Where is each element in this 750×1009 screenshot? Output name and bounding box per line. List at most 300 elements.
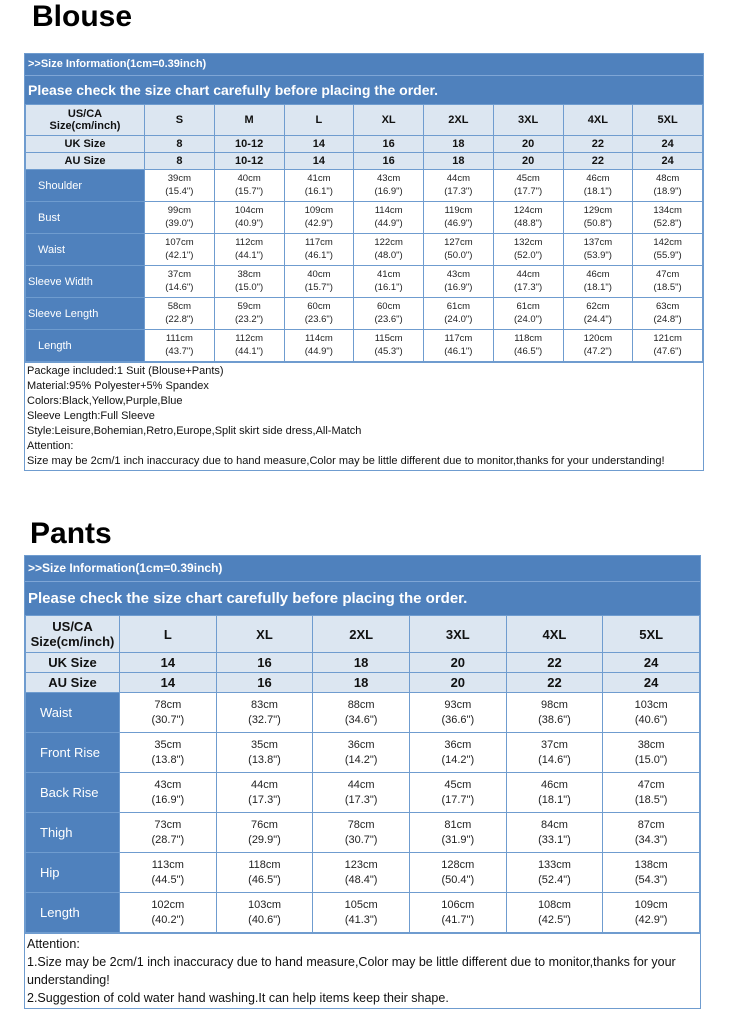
blouse-measure-inch: (18.5") [653, 281, 682, 293]
blouse-measure-inch: (17.3") [444, 185, 473, 197]
pants-measure-cm: 73cm [154, 818, 182, 831]
pants-measure-inch: (28.7") [151, 833, 185, 846]
pants-measure-label: Back Rise [26, 773, 120, 813]
blouse-measure-cm: 124cm [513, 204, 543, 216]
blouse-measure-cm: 117cm [444, 332, 473, 344]
blouse-measure-cell [354, 298, 424, 330]
pants-measure-cell [216, 773, 313, 813]
blouse-measure-cm: 46cm [586, 268, 610, 280]
blouse-measure-inch: (15.0") [235, 281, 264, 293]
pants-measure-inch: (40.6") [248, 913, 281, 926]
blouse-size-header: 2XL [424, 105, 494, 136]
blouse-measure-cell [424, 170, 494, 202]
pants-measure-cm: 35cm [251, 738, 278, 751]
pants-measure-cm: 138cm [634, 858, 668, 871]
pants-measure-inch: (34.6") [344, 713, 378, 726]
blouse-measure-cm: 120cm [583, 332, 613, 344]
blouse-measure-cell [214, 266, 284, 298]
pants-measure-inch: (14.6") [538, 753, 571, 766]
pants-measure-cell [409, 813, 506, 853]
pants-measure-inch: (31.9") [441, 833, 475, 846]
blouse-measure-cell [354, 266, 424, 298]
pants-measure-cm: 44cm [347, 778, 375, 791]
blouse-measure-cell [633, 330, 703, 362]
pants-measure-cell [409, 893, 506, 933]
blouse-measure-row [26, 266, 703, 298]
blouse-measure-cell [214, 170, 284, 202]
blouse-size-header: 5XL [633, 105, 703, 136]
pants-measure-cell [603, 853, 700, 893]
blouse-measure-inch: (45.3") [374, 345, 403, 357]
blouse-measure-cell [424, 266, 494, 298]
blouse-measure-cell [493, 170, 563, 202]
pants-measure-inch: (30.7") [151, 713, 185, 726]
blouse-measure-cm: 46cm [586, 172, 610, 184]
blouse-measure-inch: (42.9") [304, 217, 333, 229]
pants-measure-label: Thigh [26, 813, 120, 853]
pants-au-label: AU Size [26, 673, 120, 693]
pants-measure-cell [120, 853, 217, 893]
pants-au-size: 22 [506, 673, 603, 693]
pants-title: Pants [30, 517, 112, 550]
pants-measure-cell [409, 773, 506, 813]
pants-measure-inch: (54.3") [634, 873, 668, 886]
blouse-measure-cm: 112cm [235, 236, 264, 248]
blouse-measure-inch: (50.8") [583, 217, 612, 229]
pants-measure-cell [216, 853, 313, 893]
pants-measure-inch: (17.3") [248, 793, 281, 806]
pants-measure-row [26, 773, 700, 813]
blouse-measure-cell [145, 330, 215, 362]
blouse-measure-cm: 40cm [237, 172, 261, 184]
blouse-size-chart [24, 53, 704, 471]
pants-uk-label: UK Size [26, 653, 120, 673]
pants-measure-cm: 103cm [634, 698, 668, 711]
blouse-measure-label: Sleeve Length [26, 298, 145, 330]
blouse-measure-inch: (48.8") [514, 217, 543, 229]
blouse-measure-cell [284, 234, 354, 266]
blouse-measure-cell [284, 330, 354, 362]
blouse-size-header: 3XL [493, 105, 563, 136]
blouse-measure-cell [424, 234, 494, 266]
pants-measure-cm: 36cm [347, 738, 375, 751]
pants-measure-cm: 37cm [541, 738, 568, 751]
blouse-measure-cell [633, 234, 703, 266]
pants-measure-inch: (44.5") [151, 873, 185, 886]
blouse-title: Blouse [32, 0, 133, 33]
pants-measure-row [26, 893, 700, 933]
pants-measure-cm: 83cm [251, 698, 278, 711]
pants-au-size: 14 [120, 673, 217, 693]
pants-measure-cell [603, 893, 700, 933]
pants-uk-size: 22 [506, 653, 603, 673]
blouse-uk-size: 8 [145, 136, 215, 153]
blouse-measure-inch: (24.0") [444, 313, 473, 325]
pants-measure-cm: 118cm [248, 858, 281, 871]
blouse-au-size: 16 [354, 153, 424, 170]
pants-measure-cm: 36cm [444, 738, 472, 751]
blouse-au-size: 22 [563, 153, 633, 170]
blouse-measure-cell [493, 234, 563, 266]
blouse-measure-cm: 132cm [513, 236, 543, 248]
pants-measure-cell [120, 893, 217, 933]
blouse-measure-cm: 60cm [377, 300, 401, 312]
blouse-size-header: M [214, 105, 284, 136]
pants-measure-cell [603, 773, 700, 813]
pants-uk-size: 24 [603, 653, 700, 673]
blouse-measure-cell [214, 330, 284, 362]
blouse-measure-cm: 39cm [167, 172, 191, 184]
pants-measure-inch: (52.4") [538, 873, 571, 886]
blouse-measure-inch: (44.1") [235, 345, 264, 357]
blouse-measure-row [26, 298, 703, 330]
pants-measure-cell [506, 693, 603, 733]
blouse-measure-cm: 40cm [307, 268, 331, 280]
blouse-uk-size: 20 [493, 136, 563, 153]
blouse-measure-inch: (46.1") [304, 249, 333, 261]
blouse-note-line: Style:Leisure,Bohemian,Retro,Europe,Split skirt side dress,All-Match [27, 425, 362, 437]
blouse-banner [25, 54, 703, 104]
pants-measure-inch: (13.8") [248, 753, 281, 766]
blouse-measure-cell [493, 266, 563, 298]
blouse-note-line: Sleeve Length:Full Sleeve [27, 410, 155, 422]
pants-measure-cell [216, 733, 313, 773]
pants-measure-inch: (18.5") [634, 793, 668, 806]
blouse-measure-cm: 59cm [237, 300, 261, 312]
blouse-measure-row [26, 234, 703, 266]
blouse-measure-cm: 134cm [653, 204, 682, 216]
blouse-measure-inch: (44.9") [304, 345, 333, 357]
pants-measure-cm: 43cm [154, 778, 182, 791]
pants-measure-cell [603, 813, 700, 853]
blouse-measure-cell [284, 170, 354, 202]
pants-uk-size: 20 [409, 653, 506, 673]
blouse-measure-cell [354, 202, 424, 234]
pants-measure-inch: (33.1") [538, 833, 571, 846]
pants-measure-inch: (17.7") [441, 793, 475, 806]
pants-measure-cell [313, 693, 410, 733]
blouse-au-size: 24 [633, 153, 703, 170]
blouse-au-size: 14 [284, 153, 354, 170]
pants-notice: Please check the size chart carefully before placing the order. [28, 590, 468, 607]
pants-measure-cm: 76cm [251, 818, 278, 831]
blouse-uk-size: 10-12 [214, 136, 284, 153]
pants-measure-cm: 78cm [154, 698, 182, 711]
pants-measure-inch: (14.2") [344, 753, 378, 766]
pants-measure-cm: 87cm [637, 818, 665, 831]
pants-size-header: 4XL [506, 616, 603, 653]
blouse-measure-cm: 43cm [377, 172, 401, 184]
blouse-measure-cell [563, 202, 633, 234]
blouse-measure-cm: 62cm [586, 300, 610, 312]
blouse-measure-row [26, 170, 703, 202]
blouse-size-label-cell [26, 105, 145, 136]
blouse-measure-cm: 107cm [165, 236, 194, 248]
blouse-measure-cell [214, 202, 284, 234]
pants-size-label-line2: Size(cm/inch) [30, 634, 115, 649]
blouse-measure-cell [214, 234, 284, 266]
blouse-note-line: Package included:1 Suit (Blouse+Pants) [27, 365, 224, 377]
blouse-size-table [25, 104, 703, 362]
blouse-measure-inch: (23.6") [304, 313, 333, 325]
pants-measure-cm: 98cm [541, 698, 568, 711]
pants-measure-cm: 84cm [541, 818, 568, 831]
pants-uk-size: 18 [313, 653, 410, 673]
pants-measure-cm: 103cm [247, 898, 281, 911]
pants-measure-cm: 113cm [151, 858, 184, 871]
blouse-measure-inch: (50.0") [444, 249, 473, 261]
blouse-measure-cell [145, 234, 215, 266]
blouse-measure-cell [633, 170, 703, 202]
blouse-measure-cell [284, 202, 354, 234]
blouse-measure-cell [563, 298, 633, 330]
pants-note-line: Attention: [27, 937, 80, 951]
blouse-measure-cm: 111cm [165, 332, 193, 344]
blouse-measure-cm: 44cm [446, 172, 470, 184]
blouse-au-size: 18 [424, 153, 494, 170]
pants-measure-cell [313, 853, 410, 893]
pants-measure-inch: (50.4") [441, 873, 475, 886]
blouse-measure-cm: 137cm [583, 236, 613, 248]
blouse-measure-cell [424, 298, 494, 330]
pants-measure-row [26, 813, 700, 853]
blouse-measure-inch: (44.9") [374, 217, 403, 229]
blouse-uk-size: 18 [424, 136, 494, 153]
blouse-size-label-line2: Size(cm/inch) [49, 120, 121, 132]
pants-measure-inch: (14.2") [441, 753, 475, 766]
pants-measure-row [26, 733, 700, 773]
pants-measure-cell [506, 853, 603, 893]
pants-measure-cm: 46cm [541, 778, 568, 791]
pants-measure-cm: 38cm [637, 738, 665, 751]
blouse-measure-cm: 38cm [237, 268, 261, 280]
blouse-note-line: Attention: [27, 440, 74, 452]
pants-measure-cell [120, 773, 217, 813]
blouse-measure-cell [424, 330, 494, 362]
blouse-measure-inch: (52.0") [514, 249, 543, 261]
pants-au-size: 24 [603, 673, 700, 693]
pants-size-chart [24, 555, 701, 1009]
pants-measure-label: Hip [26, 853, 120, 893]
blouse-measure-cell [563, 330, 633, 362]
pants-measure-inch: (15.0") [634, 753, 668, 766]
blouse-measure-cell [424, 202, 494, 234]
pants-measure-inch: (38.6") [538, 713, 571, 726]
pants-measure-inch: (40.6") [634, 713, 668, 726]
pants-size-header: 2XL [313, 616, 410, 653]
blouse-note-line: Material:95% Polyester+5% Spandex [27, 380, 209, 392]
blouse-measure-inch: (17.3") [514, 281, 543, 293]
pants-measure-cm: 108cm [537, 898, 571, 911]
pants-measure-inch: (17.3") [344, 793, 378, 806]
blouse-au-size: 10-12 [214, 153, 284, 170]
pants-size-header: XL [216, 616, 313, 653]
blouse-measure-inch: (16.9") [444, 281, 473, 293]
blouse-measure-inch: (15.7") [304, 281, 333, 293]
blouse-measure-cell [633, 202, 703, 234]
blouse-measure-inch: (46.5") [514, 345, 543, 357]
blouse-measure-cm: 117cm [304, 236, 333, 248]
blouse-measure-inch: (16.9") [374, 185, 403, 197]
pants-measure-row [26, 853, 700, 893]
pants-measure-cm: 123cm [344, 858, 378, 871]
blouse-measure-cm: 142cm [653, 236, 682, 248]
blouse-measure-inch: (16.1") [374, 281, 403, 293]
blouse-measure-inch: (23.2") [235, 313, 264, 325]
blouse-measure-cm: 48cm [656, 172, 680, 184]
pants-au-size: 16 [216, 673, 313, 693]
blouse-size-header: 4XL [563, 105, 633, 136]
pants-measure-cell [603, 733, 700, 773]
blouse-measure-inch: (15.7") [235, 185, 264, 197]
blouse-size-label-line1: US/CA [67, 108, 103, 120]
pants-measure-inch: (30.7") [344, 833, 378, 846]
blouse-measure-cm: 119cm [444, 204, 473, 216]
pants-measure-cell [409, 693, 506, 733]
pants-measure-inch: (34.3") [634, 833, 668, 846]
pants-measure-cell [216, 813, 313, 853]
blouse-measure-inch: (42.1") [165, 249, 194, 261]
blouse-measure-cm: 47cm [656, 268, 680, 280]
blouse-measure-inch: (16.1") [304, 185, 333, 197]
blouse-measure-cell [214, 298, 284, 330]
pants-measure-cell [216, 693, 313, 733]
pants-header-row [26, 616, 700, 653]
blouse-measure-cm: 129cm [583, 204, 613, 216]
pants-measure-cm: 105cm [344, 898, 378, 911]
blouse-measure-cm: 109cm [304, 204, 334, 216]
pants-measure-cell [120, 813, 217, 853]
blouse-measure-inch: (44.1") [235, 249, 264, 261]
pants-size-header: L [120, 616, 217, 653]
pants-measure-cm: 93cm [444, 698, 472, 711]
blouse-uk-size: 24 [633, 136, 703, 153]
pants-measure-inch: (16.9") [151, 793, 185, 806]
blouse-measure-cell [354, 170, 424, 202]
pants-measure-row [26, 693, 700, 733]
blouse-measure-cm: 118cm [514, 332, 543, 344]
blouse-measure-inch: (24.4") [583, 313, 612, 325]
pants-measure-label: Front Rise [26, 733, 120, 773]
blouse-size-header: XL [354, 105, 424, 136]
blouse-measure-cell [493, 330, 563, 362]
blouse-measure-cm: 41cm [377, 268, 401, 280]
blouse-measure-cell [563, 234, 633, 266]
pants-measure-cell [506, 733, 603, 773]
blouse-measure-cm: 43cm [446, 268, 470, 280]
pants-measure-cell [506, 893, 603, 933]
blouse-measure-cm: 63cm [656, 300, 680, 312]
blouse-size-header: S [145, 105, 215, 136]
blouse-measure-cm: 104cm [234, 204, 264, 216]
blouse-measure-inch: (53.9") [583, 249, 612, 261]
blouse-measure-cm: 44cm [516, 268, 540, 280]
pants-measure-cm: 109cm [634, 898, 668, 911]
pants-measure-cm: 128cm [441, 858, 475, 871]
pants-uk-size: 14 [120, 653, 217, 673]
blouse-measure-inch: (18.1") [583, 185, 612, 197]
blouse-measure-cm: 41cm [307, 172, 331, 184]
blouse-measure-inch: (15.4") [165, 185, 194, 197]
pants-uk-size: 16 [216, 653, 313, 673]
pants-measure-inch: (42.9") [634, 913, 668, 926]
pants-measure-inch: (32.7") [248, 713, 281, 726]
blouse-measure-cm: 121cm [653, 332, 682, 344]
blouse-measure-inch: (46.1") [444, 345, 473, 357]
pants-measure-cm: 133cm [537, 858, 571, 871]
blouse-note-line: Colors:Black,Yellow,Purple,Blue [27, 395, 183, 407]
pants-banner [25, 556, 700, 615]
blouse-measure-cell [354, 330, 424, 362]
pants-measure-inch: (18.1") [538, 793, 571, 806]
blouse-uk-label: UK Size [26, 136, 145, 153]
blouse-measure-cell [284, 266, 354, 298]
blouse-measure-row [26, 202, 703, 234]
blouse-measure-cell [284, 298, 354, 330]
blouse-measure-cell [563, 170, 633, 202]
pants-measure-cell [313, 733, 410, 773]
pants-measure-inch: (48.4") [344, 873, 378, 886]
pants-measure-inch: (42.5") [538, 913, 571, 926]
pants-measure-cm: 44cm [251, 778, 278, 791]
blouse-au-size: 20 [493, 153, 563, 170]
blouse-uk-size: 14 [284, 136, 354, 153]
blouse-measure-cm: 45cm [516, 172, 540, 184]
blouse-measure-inch: (55.9") [653, 249, 682, 261]
blouse-header-row [26, 105, 703, 136]
pants-au-size: 18 [313, 673, 410, 693]
blouse-uk-size: 22 [563, 136, 633, 153]
blouse-au-row [26, 153, 703, 170]
blouse-measure-inch: (24.0") [514, 313, 543, 325]
pants-measure-cell [603, 693, 700, 733]
blouse-measure-cell [633, 298, 703, 330]
blouse-notice: Please check the size chart carefully before placing the order. [28, 82, 439, 98]
pants-measure-cell [506, 773, 603, 813]
pants-measure-cm: 78cm [347, 818, 375, 831]
pants-measure-cell [120, 693, 217, 733]
blouse-size-header: L [284, 105, 354, 136]
blouse-measure-cell [145, 202, 215, 234]
pants-measure-inch: (41.7") [441, 913, 475, 926]
blouse-note-line: Size may be 2cm/1 inch inaccuracy due to hand measure,Color may be little different due to monitor,thanks for your understanding! [27, 455, 665, 467]
pants-measure-cm: 35cm [154, 738, 182, 751]
pants-measure-cell [120, 733, 217, 773]
pants-measure-cell [313, 773, 410, 813]
pants-measure-inch: (46.5") [248, 873, 281, 886]
pants-measure-cm: 47cm [637, 778, 665, 791]
blouse-measure-cm: 112cm [235, 332, 264, 344]
blouse-measure-inch: (24.8") [653, 313, 682, 325]
blouse-measure-inch: (17.7") [514, 185, 543, 197]
pants-measure-cell [216, 893, 313, 933]
pants-size-header: 5XL [603, 616, 700, 653]
pants-size-label-line1: US/CA [52, 619, 93, 634]
blouse-measure-label: Sleeve Width [26, 266, 145, 298]
blouse-uk-size: 16 [354, 136, 424, 153]
pants-measure-cm: 106cm [441, 898, 475, 911]
blouse-measure-label: Shoulder [26, 170, 145, 202]
blouse-measure-cm: 122cm [374, 236, 403, 248]
blouse-measure-cm: 114cm [304, 332, 333, 344]
pants-note-line: 1.Size may be 2cm/1 inch inaccuracy due to hand measure,Color may be little different due to monitor,thanks for your understanding! [27, 955, 676, 987]
pants-note-line: 2.Suggestion of cold water hand washing.It can help items keep their shape. [27, 991, 449, 1005]
blouse-measure-inch: (47.6") [653, 345, 682, 357]
pants-measure-cell [313, 813, 410, 853]
pants-measure-cm: 45cm [444, 778, 472, 791]
blouse-measure-inch: (18.1") [583, 281, 612, 293]
blouse-measure-label: Waist [26, 234, 145, 266]
